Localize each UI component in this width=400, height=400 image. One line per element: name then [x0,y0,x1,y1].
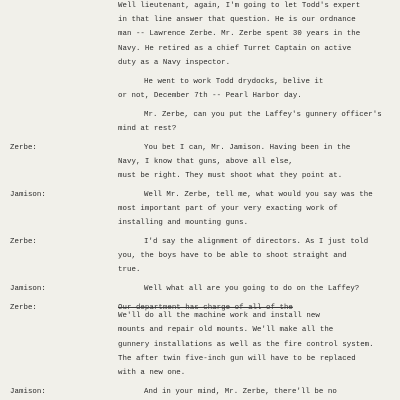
transcript-line: Well lieutenant, again, I'm going to let Todd's expert [118,2,361,10]
transcript-line: The after twin five-inch gun will have to be replaced [118,354,356,363]
transcript-line: And in your mind, Mr. Zerbe, there'll be no [144,387,337,396]
transcript-line: Well what all are you going to do on the Laffey? [144,285,360,294]
transcript-line: You bet I can, Mr. Jamison. Having been in the [144,143,351,152]
speaker-label: Zerbe: [10,143,37,152]
transcript-line: Mr. Zerbe, can you put the Laffey's gunnery officer's [144,110,382,119]
transcript-line: Navy, I know that guns, above all else, [118,157,293,166]
transcript-line: duty as a Navy inspector. [118,58,231,67]
transcript-line: installing and mounting guns. [118,219,249,228]
transcript-line: man -- Lawrence Zerbe. Mr. Zerbe spent 30 years in the [118,30,361,39]
speaker-label: Jamison: [10,190,46,199]
transcript-line: mind at rest? [118,124,177,133]
speaker-label: Jamison: [10,285,46,294]
transcript-line: with a new one. [118,369,186,377]
transcript-line: must be right. They must shoot what they point at. [118,172,343,180]
transcript-line: true. [118,266,141,275]
speaker-label: Zerbe: [10,238,37,246]
transcript-line: in that line answer that question. He is our ordnance [118,16,356,25]
transcript-line: or not, December 7th -- Pearl Harbor day. [118,91,302,100]
transcript-line: gunnery installations as well as the fire control system. [118,340,374,349]
speaker-label: Jamison: [10,387,46,396]
transcript-line: Well Mr. Zerbe, tell me, what would you say was the [144,190,373,199]
transcript-line: We'll do all the machine work and install new [118,312,320,320]
struck-out-line: Our department has charge of all of the [118,304,293,312]
transcript-line: I'd say the alignment of directors. As I just told [144,238,369,246]
speaker-label: Zerbe: [10,304,37,312]
transcript-line: mounts and repair old mounts. We'll make all the [118,326,334,335]
transcript-line: you, the boys have to be able to shoot straight and [118,252,347,261]
transcript-line: Navy. He retired as a chief Turret Captain on active [118,44,352,53]
transcript-line: He went to work Todd drydocks, belive it [144,77,324,86]
transcript-line: most important part of your very exacting work of [118,205,338,213]
